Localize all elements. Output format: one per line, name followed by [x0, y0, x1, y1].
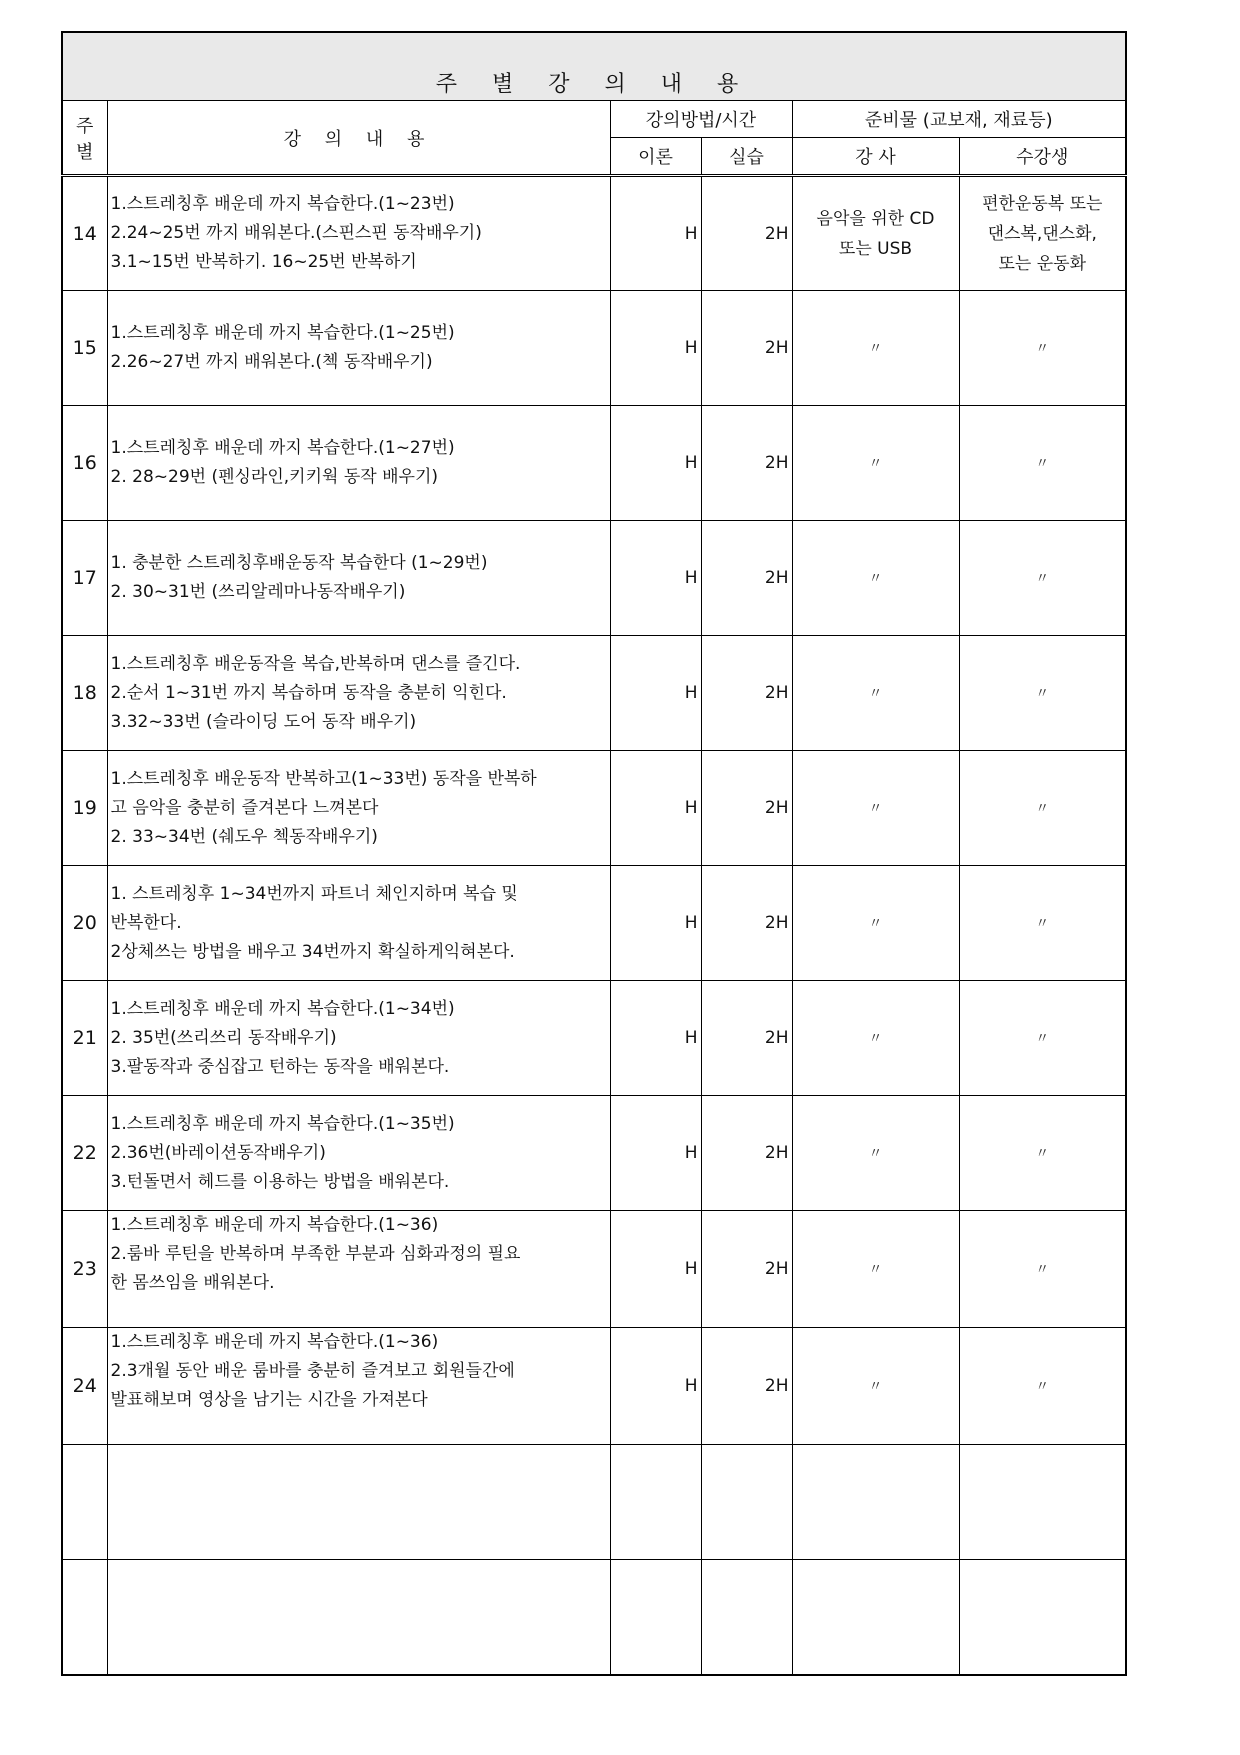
practice-cell: 2H	[701, 406, 792, 521]
week-cell: 18	[62, 636, 107, 751]
student-prep-line: 〃	[1035, 1262, 1050, 1278]
student-prep-cell	[959, 981, 1126, 1096]
student-prep-line: 편한운동복 또는	[982, 193, 1103, 214]
practice-cell: 2H	[701, 176, 792, 291]
practice-cell: 2H	[701, 751, 792, 866]
instructor-prep-line: 〃	[868, 1262, 883, 1278]
content-cell	[107, 981, 610, 1096]
student-prep-line: 〃	[1035, 916, 1050, 932]
instructor-prep-cell	[792, 1096, 959, 1211]
page-title: 주 별 강 의 내 용	[62, 32, 1126, 101]
content-cell	[107, 1211, 610, 1328]
table-row	[62, 176, 1126, 291]
theory-cell: H	[610, 981, 701, 1096]
content-line: 1.스트레칭후 배운데 까지 복습한다.(1~23번)	[110, 194, 455, 214]
week-header-line-2: 별	[76, 141, 94, 163]
practice-cell: 2H	[701, 1096, 792, 1211]
instructor-prep-line: 음악을 위한 CD	[816, 208, 935, 229]
content-line: 1.스트레칭후 배운데 까지 복습한다.(1~36)	[110, 1332, 439, 1352]
student-prep-line: 〃	[1035, 1146, 1050, 1162]
student-prep-cell	[959, 176, 1126, 291]
theory-header: 이론	[610, 138, 701, 176]
practice-cell	[701, 1445, 792, 1560]
content-line: 2.26~27번 까지 배워본다.(첵 동작배우기)	[110, 352, 433, 372]
instructor-prep-cell	[792, 1328, 959, 1445]
content-cell	[107, 291, 610, 406]
theory-cell: H	[610, 176, 701, 291]
student-prep-cell	[959, 1211, 1126, 1328]
week-cell	[62, 1445, 107, 1560]
instructor-prep-cell	[792, 751, 959, 866]
content-cell	[107, 521, 610, 636]
content-cell	[107, 406, 610, 521]
instructor-prep-line: 또는 USB	[838, 238, 913, 259]
content-line: 3.팔동작과 중심잡고 턴하는 동작을 배워본다.	[110, 1056, 450, 1077]
practice-cell: 2H	[701, 981, 792, 1096]
content-cell	[107, 866, 610, 981]
practice-cell	[701, 1560, 792, 1676]
week-header	[62, 101, 107, 176]
content-line: 2.순서 1~31번 까지 복습하며 동작을 충분히 익힌다.	[110, 682, 507, 703]
content-line: 1.스트레칭후 배운동작을 복습,반복하며 댄스를 즐긴다.	[110, 653, 521, 674]
instructor-prep-cell	[792, 1560, 959, 1676]
theory-cell: H	[610, 521, 701, 636]
student-prep-cell	[959, 406, 1126, 521]
content-line	[111, 1298, 607, 1327]
instructor-prep-line: 〃	[868, 686, 883, 702]
content-cell	[107, 1560, 610, 1676]
theory-cell: H	[610, 1211, 701, 1328]
student-prep-cell	[959, 521, 1126, 636]
week-cell: 22	[62, 1096, 107, 1211]
content-line: 1. 스트레칭후 1~34번까지 파트너 체인지하며 복습 및	[110, 883, 518, 904]
theory-cell: H	[610, 1096, 701, 1211]
content-line: 발표해보며 영상을 남기는 시간을 가져본다	[110, 1390, 428, 1410]
table-row	[62, 291, 1126, 406]
instructor-prep-line: 〃	[868, 456, 883, 472]
content-line: 고 음악을 충분히 즐겨본다 느껴본다	[110, 797, 379, 818]
practice-cell: 2H	[701, 1328, 792, 1445]
content-cell	[107, 1445, 610, 1560]
content-cell	[107, 751, 610, 866]
student-prep-line: 〃	[1035, 341, 1050, 357]
practice-cell: 2H	[701, 866, 792, 981]
student-prep-line: 〃	[1035, 456, 1050, 472]
content-line: 1.스트레칭후 배운동작 반복하고(1~33번) 동작을 반복하	[110, 768, 537, 789]
content-line: 1.스트레칭후 배운데 까지 복습한다.(1~25번)	[110, 323, 455, 343]
table-row	[62, 751, 1126, 866]
instructor-prep-line: 〃	[868, 571, 883, 587]
student-prep-cell	[959, 1328, 1126, 1445]
practice-cell: 2H	[701, 521, 792, 636]
practice-cell: 2H	[701, 636, 792, 751]
content-line: 2.룸바 루틴을 반복하며 부족한 부분과 심화과정의 필요	[110, 1244, 521, 1264]
content-line: 1.스트레칭후 배운데 까지 복습한다.(1~35번)	[110, 1113, 455, 1134]
content-line: 2. 30~31번 (쓰리알레마나동작배우기)	[110, 582, 406, 602]
theory-cell: H	[610, 406, 701, 521]
week-cell: 16	[62, 406, 107, 521]
practice-cell: 2H	[701, 291, 792, 406]
content-line: 반복한다.	[110, 912, 182, 933]
instructor-prep-line: 〃	[868, 341, 883, 357]
instructor-prep-line: 〃	[868, 1146, 883, 1162]
instructor-prep-line: 〃	[868, 801, 883, 817]
theory-cell	[610, 1560, 701, 1676]
content-line: 1.스트레칭후 배운데 까지 복습한다.(1~34번)	[110, 998, 455, 1019]
practice-header: 실습	[701, 138, 792, 176]
content-line: 3.32~33번 (슬라이딩 도어 동작 배우기)	[110, 711, 417, 732]
student-prep-cell	[959, 751, 1126, 866]
content-cell	[107, 1328, 610, 1445]
theory-cell: H	[610, 291, 701, 406]
week-cell: 21	[62, 981, 107, 1096]
content-line: 3.턴돌면서 헤드를 이용하는 방법을 배워본다.	[110, 1171, 450, 1192]
student-prep-line: 또는 운동화	[998, 253, 1087, 274]
theory-cell	[610, 1445, 701, 1560]
instructor-prep-cell	[792, 521, 959, 636]
table-row	[62, 1560, 1126, 1676]
content-line: 2. 28~29번 (펜싱라인,키키웍 동작 배우기)	[110, 467, 438, 487]
student-prep-cell	[959, 1560, 1126, 1676]
content-line: 2. 33~34번 (쉐도우 첵동작배우기)	[110, 826, 378, 847]
content-line: 2.24~25번 까지 배워본다.(스핀스핀 동작배우기)	[110, 223, 482, 243]
week-header-line-1: 주	[76, 115, 94, 137]
content-line: 1.스트레칭후 배운데 까지 복습한다.(1~36)	[110, 1215, 439, 1235]
week-cell: 20	[62, 866, 107, 981]
content-line: 2. 35번(쓰리쓰리 동작배우기)	[110, 1027, 337, 1048]
week-cell: 24	[62, 1328, 107, 1445]
practice-cell: 2H	[701, 1211, 792, 1328]
content-line: 1.스트레칭후 배운데 까지 복습한다.(1~27번)	[110, 438, 455, 458]
content-line	[111, 1415, 607, 1444]
table-row	[62, 866, 1126, 981]
content-line: 1. 충분한 스트레칭후배운동작 복습한다 (1~29번)	[110, 553, 488, 573]
week-cell: 14	[62, 176, 107, 291]
student-prep-cell	[959, 1096, 1126, 1211]
content-header: 강 의 내 용	[107, 101, 610, 176]
content-cell	[107, 636, 610, 751]
week-cell: 23	[62, 1211, 107, 1328]
instructor-prep-cell	[792, 406, 959, 521]
instructor-prep-cell	[792, 636, 959, 751]
student-prep-cell	[959, 636, 1126, 751]
table-row	[62, 1211, 1126, 1328]
student-prep-cell	[959, 291, 1126, 406]
theory-cell: H	[610, 866, 701, 981]
student-prep-line: 〃	[1035, 801, 1050, 817]
table-row	[62, 636, 1126, 751]
content-line: 3.1~15번 반복하기. 16~25번 반복하기	[110, 252, 417, 272]
student-header: 수강생	[959, 138, 1126, 176]
instructor-prep-line: 〃	[868, 916, 883, 932]
student-prep-line: 〃	[1035, 1031, 1050, 1047]
instructor-prep-cell	[792, 981, 959, 1096]
table-row	[62, 981, 1126, 1096]
week-cell: 17	[62, 521, 107, 636]
instructor-prep-cell	[792, 1211, 959, 1328]
content-cell	[107, 176, 610, 291]
weekly-syllabus-sheet	[61, 31, 1125, 1676]
content-line: 2.36번(바레이션동작배우기)	[110, 1142, 326, 1163]
student-prep-cell	[959, 866, 1126, 981]
method-header: 강의방법/시간	[610, 101, 792, 138]
instructor-prep-line: 〃	[868, 1031, 883, 1047]
student-prep-line: 〃	[1035, 686, 1050, 702]
prep-header: 준비물 (교보재, 재료등)	[792, 101, 1126, 138]
table-row	[62, 1096, 1126, 1211]
student-prep-line: 〃	[1035, 571, 1050, 587]
content-line: 2.3개월 동안 배운 룸바를 충분히 즐겨보고 회원들간에	[110, 1361, 515, 1381]
instructor-prep-cell	[792, 866, 959, 981]
table-row	[62, 521, 1126, 636]
week-cell: 15	[62, 291, 107, 406]
table-row	[62, 1328, 1126, 1445]
student-prep-line: 〃	[1035, 1379, 1050, 1395]
student-prep-cell	[959, 1445, 1126, 1560]
student-prep-line: 댄스복,댄스화,	[987, 223, 1097, 244]
theory-cell: H	[610, 751, 701, 866]
instructor-prep-cell	[792, 1445, 959, 1560]
instructor-prep-cell	[792, 291, 959, 406]
weekly-syllabus-table	[61, 31, 1127, 1676]
table-row	[62, 1445, 1126, 1560]
instructor-prep-line: 〃	[868, 1379, 883, 1395]
content-line: 한 몸쓰임을 배워본다.	[110, 1273, 275, 1293]
instructor-header: 강 사	[792, 138, 959, 176]
table-row	[62, 406, 1126, 521]
theory-cell: H	[610, 636, 701, 751]
content-cell	[107, 1096, 610, 1211]
content-line: 2상체쓰는 방법을 배우고 34번까지 확실하게익혀본다.	[110, 941, 515, 962]
instructor-prep-cell	[792, 176, 959, 291]
theory-cell: H	[610, 1328, 701, 1445]
week-cell	[62, 1560, 107, 1676]
week-cell: 19	[62, 751, 107, 866]
